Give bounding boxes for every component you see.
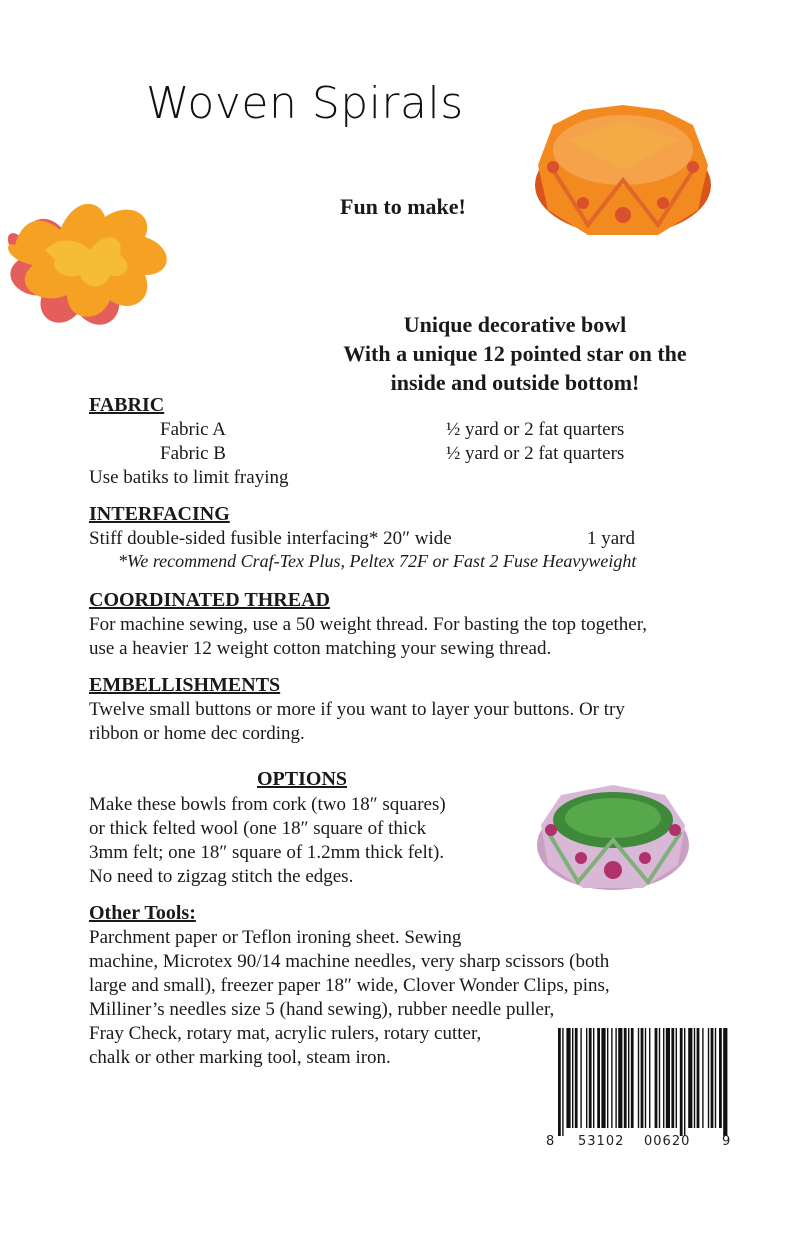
- barcode-bar: [631, 1028, 634, 1128]
- star-fabric-illustration: [0, 160, 190, 330]
- barcode-bar: [597, 1028, 600, 1128]
- barcode-bar: [615, 1028, 616, 1128]
- subhead-line-2: With a unique 12 pointed star on the: [343, 341, 687, 366]
- barcode-bar: [708, 1028, 709, 1128]
- tools-line-5: Fray Check, rotary mat, acrylic rulers, rotary cutter,: [89, 1023, 482, 1044]
- barcode-bar: [638, 1028, 639, 1128]
- green-bowl-illustration: [533, 770, 693, 895]
- barcode-bar: [601, 1028, 605, 1128]
- fabric-b-amount: ½ yard or 2 fat quarters: [446, 443, 625, 464]
- barcode-bar: [611, 1028, 612, 1128]
- barcode-bar: [659, 1028, 660, 1128]
- barcode-bar: [719, 1028, 722, 1128]
- options-line-3: 3mm felt; one 18″ square of 1.2mm thick felt).: [89, 842, 445, 863]
- barcode-bar: [684, 1028, 685, 1136]
- subhead-line-1: Unique decorative bowl: [403, 312, 627, 337]
- barcode-bar: [641, 1028, 644, 1128]
- barcode-right-digits: 00620: [644, 1134, 691, 1149]
- barcode-bar: [649, 1028, 650, 1128]
- page-title: Woven Spirals: [146, 78, 464, 129]
- barcode-bar: [663, 1028, 664, 1128]
- barcode-bar: [624, 1028, 627, 1128]
- fabric-note: Use batiks to limit fraying: [89, 467, 289, 488]
- thread-heading: COORDINATED THREAD: [89, 589, 330, 611]
- barcode-bar: [655, 1028, 658, 1128]
- barcode-bar: [562, 1028, 563, 1136]
- options-heading: OPTIONS: [257, 768, 348, 790]
- options-line-4: No need to zigzag stitch the edges.: [89, 866, 354, 887]
- subhead-line-3: inside and outside bottom!: [390, 370, 640, 395]
- barcode-bar: [676, 1028, 677, 1128]
- barcode-bar: [645, 1028, 646, 1128]
- options-line-1: Make these bowls from cork (two 18″ squares): [89, 794, 446, 815]
- interfacing-amount: 1 yard: [587, 528, 636, 549]
- barcode-bar: [697, 1028, 700, 1128]
- barcode-bar: [558, 1028, 561, 1136]
- barcode-bar: [702, 1028, 703, 1128]
- tools-heading: Other Tools:: [89, 902, 196, 924]
- thread-line-2: use a heavier 12 weight cotton matching your sewing thread.: [89, 638, 552, 659]
- barcode-bar: [607, 1028, 608, 1128]
- orange-bowl-illustration: [528, 95, 718, 245]
- barcode-bar: [680, 1028, 683, 1136]
- fabric-heading: FABRIC: [89, 394, 165, 416]
- barcode-check-digit: 9: [722, 1134, 731, 1149]
- options-line-2: or thick felted wool (one 18″ square of thick: [89, 818, 427, 839]
- barcode-bar: [711, 1028, 714, 1128]
- tools-line-2: machine, Microtex 90/14 machine needles, very sharp scissors (both: [89, 951, 610, 972]
- barcode-bar: [694, 1028, 695, 1128]
- fabric-a-name: Fabric A: [160, 419, 226, 440]
- barcode-bars: [556, 1028, 732, 1136]
- tools-line-3: large and small), freezer paper 18″ wide, Clover Wonder Clips, pins,: [89, 975, 610, 996]
- barcode-bar: [575, 1028, 578, 1128]
- fabric-b-name: Fabric B: [160, 443, 226, 464]
- upc-barcode: [546, 1028, 732, 1158]
- interfacing-recommendation: *We recommend Craf-Tex Plus, Peltex 72F or Fast 2 Fuse Heavyweight: [118, 551, 637, 571]
- barcode-bar: [589, 1028, 592, 1128]
- barcode-bar: [580, 1028, 581, 1128]
- barcode-bar: [572, 1028, 573, 1128]
- barcode-middle-digits: 53102: [578, 1134, 625, 1149]
- tools-line-6: chalk or other marking tool, steam iron.: [89, 1047, 391, 1068]
- tagline: Fun to make!: [340, 194, 466, 219]
- barcode-bar: [723, 1028, 727, 1136]
- barcode-left-digit: 8: [546, 1134, 555, 1149]
- barcode-bar: [628, 1028, 629, 1128]
- barcode-bar: [586, 1028, 587, 1128]
- barcode-bar: [566, 1028, 570, 1128]
- fabric-a-amount: ½ yard or 2 fat quarters: [446, 419, 625, 440]
- barcode-bar: [715, 1028, 716, 1128]
- barcode-bar: [593, 1028, 594, 1128]
- interfacing-heading: INTERFACING: [89, 503, 230, 525]
- barcode-bar: [688, 1028, 692, 1128]
- barcode-bar: [618, 1028, 622, 1128]
- tools-line-4: Milliner’s needles size 5 (hand sewing), rubber needle puller,: [89, 999, 555, 1020]
- tools-line-1: Parchment paper or Teflon ironing sheet. Sewing: [89, 927, 462, 948]
- embellishments-heading: EMBELLISHMENTS: [89, 674, 281, 696]
- barcode-bar: [671, 1028, 674, 1128]
- barcode-bar: [666, 1028, 670, 1128]
- product-subheading: [300, 310, 730, 397]
- embellishments-line-2: ribbon or home dec cording.: [89, 723, 305, 744]
- thread-line-1: For machine sewing, use a 50 weight thread. For basting the top together,: [89, 614, 648, 635]
- interfacing-item: Stiff double-sided fusible interfacing* 20″ wide: [89, 528, 452, 549]
- embellishments-line-1: Twelve small buttons or more if you want to layer your buttons. Or try: [89, 699, 625, 720]
